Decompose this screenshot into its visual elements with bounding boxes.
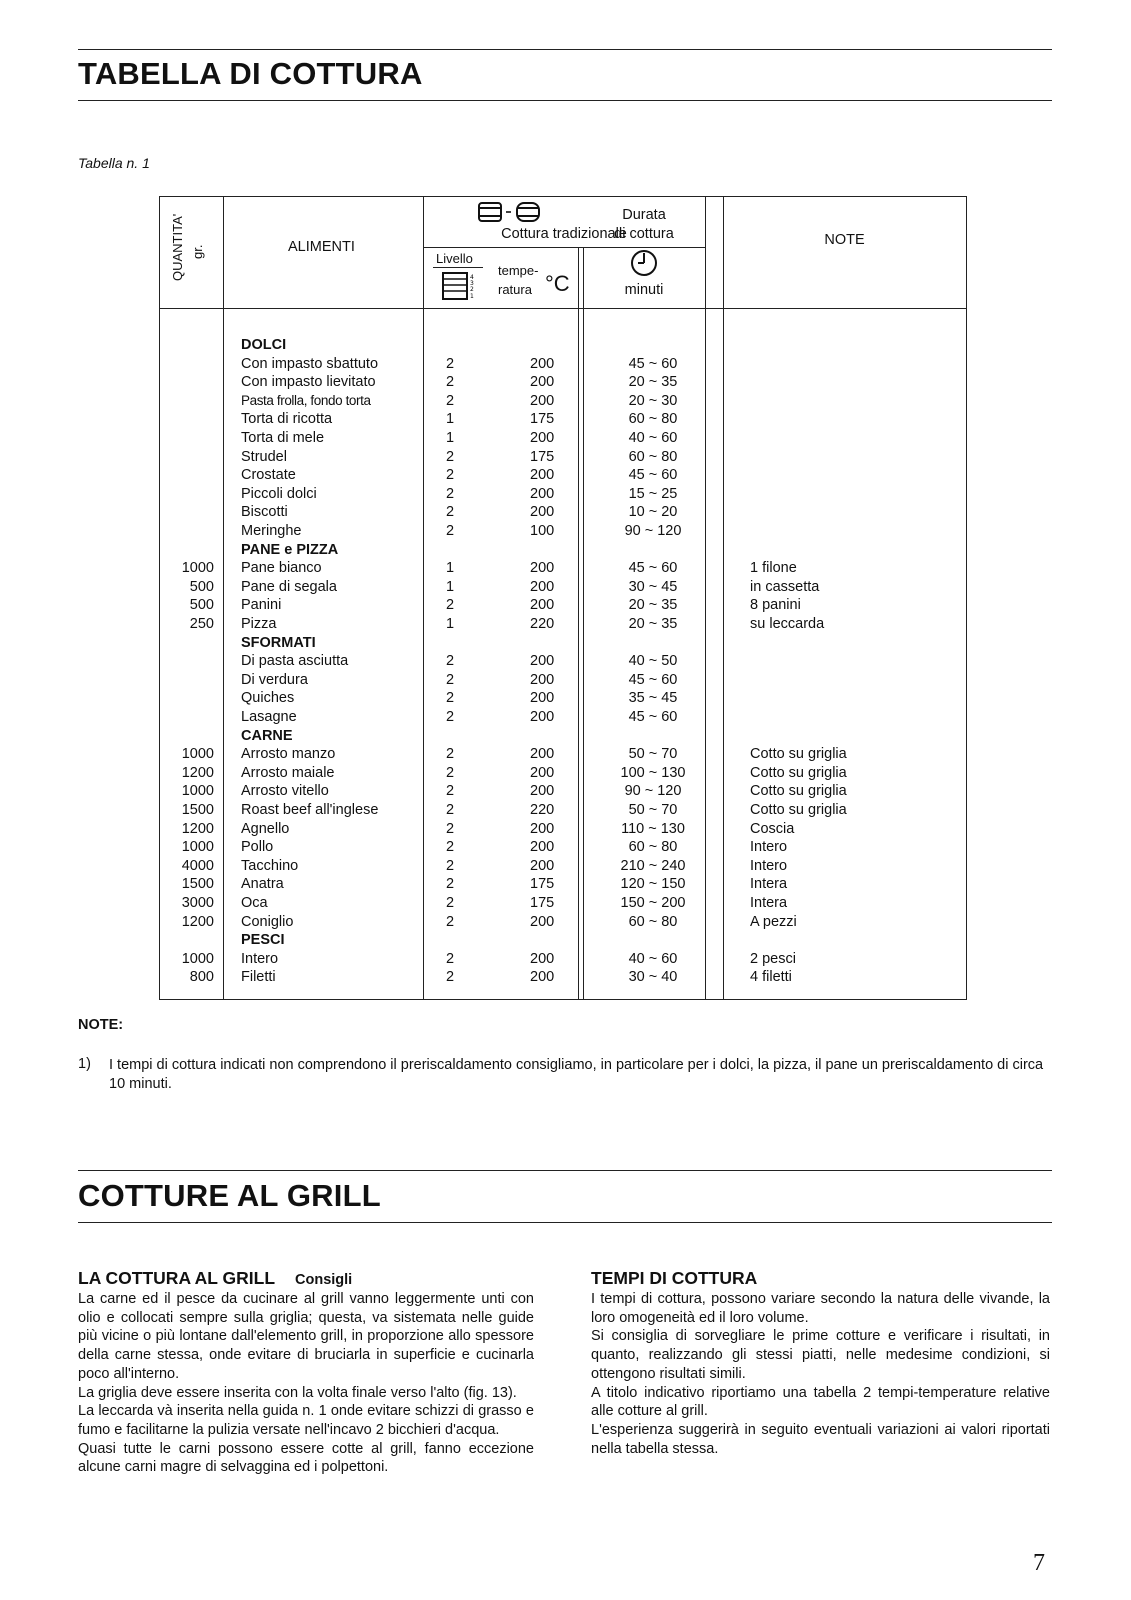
quantity-cell: 500 bbox=[189, 578, 214, 595]
note-cell: Intero bbox=[750, 839, 788, 856]
table-row bbox=[160, 466, 966, 485]
quantity-cell: 1000 bbox=[181, 783, 214, 800]
quantity-cell: 3000 bbox=[181, 895, 214, 911]
temperature-cell: 200 bbox=[530, 578, 555, 595]
quantity-cell: 1000 bbox=[181, 950, 214, 967]
table-row bbox=[160, 968, 966, 987]
level-cell: 2 bbox=[446, 802, 455, 818]
duration-cell: 20 ~ 30 bbox=[628, 392, 678, 409]
duration-cell: 45 ~ 60 bbox=[628, 671, 678, 688]
page-number: 7 bbox=[1033, 1550, 1045, 1576]
table-row bbox=[160, 838, 966, 857]
table-category-row bbox=[160, 727, 966, 746]
level-cell: 2 bbox=[446, 746, 455, 763]
svg-text:3: 3 bbox=[470, 280, 474, 287]
level-cell: 2 bbox=[446, 355, 455, 372]
grill-subheading: Consigli bbox=[295, 1272, 353, 1288]
duration-cell: 50 ~ 70 bbox=[628, 746, 678, 763]
level-cell: 2 bbox=[446, 895, 455, 911]
temperature-cell: 200 bbox=[530, 560, 555, 577]
header-temp-line2: ratura bbox=[498, 282, 532, 297]
quantity-cell: 1200 bbox=[181, 913, 214, 930]
level-cell: 2 bbox=[446, 671, 455, 688]
duration-cell: 60 ~ 80 bbox=[628, 411, 678, 428]
level-cell: 2 bbox=[446, 690, 455, 707]
level-cell: 2 bbox=[446, 913, 455, 930]
duration-cell: 60 ~ 80 bbox=[628, 448, 678, 465]
duration-cell: 60 ~ 80 bbox=[628, 913, 678, 930]
duration-cell: 40 ~ 50 bbox=[628, 653, 678, 670]
note-cell: 2 pesci bbox=[750, 950, 796, 967]
table-row bbox=[160, 950, 966, 969]
duration-cell: 10 ~ 20 bbox=[628, 504, 678, 521]
temperature-cell: 100 bbox=[530, 523, 555, 539]
table-row bbox=[160, 875, 966, 894]
food-cell: Tacchino bbox=[241, 857, 299, 874]
table-row bbox=[160, 801, 966, 820]
food-cell: Lasagne bbox=[241, 709, 297, 725]
quantity-cell: 1000 bbox=[181, 746, 214, 763]
food-cell: Pasta frolla, fondo torta bbox=[241, 392, 371, 408]
table-category-row bbox=[160, 931, 966, 950]
section-title-grill: COTTURE AL GRILL bbox=[78, 1178, 381, 1213]
food-cell: Pizza bbox=[241, 616, 277, 632]
level-cell: 1 bbox=[446, 430, 455, 446]
note-cell: Cotto su griglia bbox=[750, 746, 847, 763]
note-cell: 1 filone bbox=[750, 560, 797, 577]
note-text: I tempi di cottura indicati non comprendono il preriscaldamento consigliamo, in particolare per i dolci, la pizza, il pane un preriscaldamento di circa 10 minuti. bbox=[109, 1057, 1044, 1092]
food-cell: Di verdura bbox=[241, 671, 308, 688]
temperature-cell: 200 bbox=[530, 597, 555, 614]
temperature-cell: 200 bbox=[530, 430, 555, 446]
temperature-cell: 175 bbox=[530, 876, 555, 893]
duration-cell: 35 ~ 45 bbox=[628, 690, 678, 707]
duration-cell: 210 ~ 240 bbox=[620, 857, 686, 874]
duration-cell: 60 ~ 80 bbox=[628, 839, 678, 856]
level-cell: 1 bbox=[446, 578, 455, 595]
table-row bbox=[160, 429, 966, 448]
note-cell: 4 filetti bbox=[750, 969, 792, 986]
table-row bbox=[160, 782, 966, 801]
header-unit: gr. bbox=[190, 244, 205, 259]
table-row bbox=[160, 578, 966, 597]
note-cell: su leccarda bbox=[750, 616, 825, 632]
level-cell: 2 bbox=[446, 969, 455, 986]
note-cell: A pezzi bbox=[750, 913, 797, 930]
note-cell: Intera bbox=[750, 876, 788, 893]
grill-heading-text: LA COTTURA AL GRILL bbox=[78, 1268, 276, 1288]
oven-mode-icon bbox=[477, 201, 543, 223]
note-cell: Cotto su griglia bbox=[750, 802, 847, 818]
level-cell: 2 bbox=[446, 783, 455, 800]
level-cell: 2 bbox=[446, 504, 455, 521]
temperature-cell: 200 bbox=[530, 820, 555, 837]
temperature-cell: 175 bbox=[530, 895, 555, 911]
note-cell: Cotto su griglia bbox=[750, 764, 847, 781]
quantity-cell: 500 bbox=[189, 597, 214, 614]
note-cell: in cassetta bbox=[750, 578, 820, 595]
temperature-cell: 200 bbox=[530, 969, 555, 986]
duration-cell: 20 ~ 35 bbox=[628, 597, 678, 614]
temperature-cell: 200 bbox=[530, 746, 555, 763]
food-cell: Con impasto sbattuto bbox=[241, 355, 379, 372]
title-underline bbox=[78, 100, 1052, 101]
food-cell: Strudel bbox=[241, 448, 287, 465]
table-row bbox=[160, 522, 966, 541]
level-cell: 2 bbox=[446, 448, 455, 465]
paragraph: Quasi tutte le carni possono essere cotte al grill, fanno eccezione alcune carni magre di selvaggina ed i polpettoni. bbox=[78, 1440, 534, 1476]
temperature-cell: 200 bbox=[530, 485, 555, 502]
level-cell: 2 bbox=[446, 709, 455, 725]
food-cell: Pane di segala bbox=[241, 578, 337, 595]
shelf-levels-icon bbox=[442, 271, 478, 301]
paragraph: La griglia deve essere inserita con la volta finale verso l'alto (fig. 13). bbox=[78, 1384, 517, 1401]
table-row bbox=[160, 392, 966, 411]
table-row bbox=[160, 708, 966, 727]
duration-cell: 45 ~ 60 bbox=[628, 560, 678, 577]
level-cell: 2 bbox=[446, 653, 455, 670]
paragraph: A titolo indicativo riportiamo una tabella 2 tempi-temperature relative alle cotture al grill. bbox=[591, 1384, 1050, 1420]
top-rule bbox=[78, 49, 1052, 50]
note-cell: Cotto su griglia bbox=[750, 783, 847, 800]
duration-cell: 110 ~ 130 bbox=[621, 820, 685, 837]
paragraph: I tempi di cottura, possono variare secondo la natura delle vivande, la loro omogeneità ed il loro volume. bbox=[591, 1291, 1050, 1326]
temperature-cell: 200 bbox=[530, 355, 555, 372]
duration-cell: 20 ~ 35 bbox=[628, 374, 678, 391]
food-cell: Roast beef all'inglese bbox=[241, 802, 379, 818]
section2-underline bbox=[78, 1222, 1052, 1223]
food-cell: Panini bbox=[241, 597, 282, 614]
food-cell: Pane bianco bbox=[241, 560, 322, 577]
table-row bbox=[160, 503, 966, 522]
header-food: ALIMENTI bbox=[288, 239, 355, 255]
header-temp-line1: tempe- bbox=[498, 263, 539, 278]
duration-cell: 50 ~ 70 bbox=[628, 802, 678, 818]
temperature-cell: 200 bbox=[530, 709, 555, 725]
duration-cell: 30 ~ 45 bbox=[628, 578, 678, 595]
note-cell: Intera bbox=[750, 895, 788, 911]
temperature-cell: 200 bbox=[530, 913, 555, 930]
food-cell: Arrosto maiale bbox=[241, 764, 335, 781]
table-row bbox=[160, 596, 966, 615]
food-cell: Intero bbox=[241, 950, 279, 967]
table-row bbox=[160, 671, 966, 690]
temperature-cell: 200 bbox=[530, 653, 555, 670]
food-cell: Arrosto manzo bbox=[241, 746, 336, 763]
food-cell: Filetti bbox=[241, 969, 276, 986]
category-label: SFORMATI bbox=[241, 634, 316, 651]
temperature-cell: 200 bbox=[530, 783, 555, 800]
level-cell: 1 bbox=[446, 616, 455, 632]
paragraph: L'esperienza suggerirà in seguito eventuali variazioni ai valori riportati nella tabella stessa. bbox=[591, 1421, 1050, 1457]
note-number: 1) bbox=[78, 1056, 91, 1072]
table-caption: Tabella n. 1 bbox=[78, 155, 150, 171]
paragraph: La carne ed il pesce da cucinare al grill vanno leggermente unti con olio e collocati sempre sulla griglia; questa, va sistemata nelle guide più vicine o più lontane dall'elemento grill, in proporzione allo spessore della carne stessa, onde evitare di bruciarla in superficie e cucinarla poco all'interno. bbox=[78, 1291, 534, 1382]
food-cell: Anatra bbox=[241, 876, 284, 893]
quantity-cell: 1200 bbox=[181, 764, 214, 781]
level-cell: 2 bbox=[446, 597, 455, 614]
temperature-cell: 175 bbox=[530, 448, 555, 465]
table-row bbox=[160, 689, 966, 708]
food-cell: Quiches bbox=[241, 690, 295, 707]
timer-icon bbox=[630, 249, 658, 277]
section-title-cooking-table: TABELLA DI COTTURA bbox=[78, 56, 423, 91]
svg-text:1: 1 bbox=[470, 293, 474, 300]
header-cooking-mode: Cottura tradizionale bbox=[501, 226, 627, 242]
duration-cell: 45 ~ 60 bbox=[628, 355, 678, 372]
duration-cell: 100 ~ 130 bbox=[620, 764, 686, 781]
notes-label: NOTE: bbox=[78, 1017, 124, 1033]
level-cell: 2 bbox=[446, 467, 455, 484]
food-cell: Pollo bbox=[241, 839, 274, 856]
temperature-cell: 200 bbox=[530, 857, 555, 874]
table-row bbox=[160, 559, 966, 578]
header-duration-line1: Durata bbox=[622, 207, 666, 223]
table-row bbox=[160, 820, 966, 839]
header-subrule bbox=[423, 247, 705, 248]
category-label: CARNE bbox=[241, 727, 293, 744]
level-cell: 2 bbox=[446, 374, 455, 391]
duration-cell: 40 ~ 60 bbox=[628, 430, 678, 446]
temperature-cell: 220 bbox=[530, 802, 555, 818]
cooking-times-text bbox=[591, 1290, 1050, 1458]
header-level: Livello bbox=[436, 251, 473, 266]
temperature-cell: 220 bbox=[530, 616, 555, 632]
table-row bbox=[160, 913, 966, 932]
level-cell: 1 bbox=[446, 560, 455, 577]
grill-advice-text bbox=[78, 1290, 534, 1477]
quantity-cell: 250 bbox=[189, 616, 214, 632]
header-duration-line2: di cottura bbox=[614, 226, 674, 242]
quantity-cell: 1500 bbox=[181, 802, 214, 818]
level-cell: 2 bbox=[446, 857, 455, 874]
food-cell: Con impasto lievitato bbox=[241, 374, 376, 391]
duration-cell: 30 ~ 40 bbox=[628, 969, 678, 986]
food-cell: Piccoli dolci bbox=[241, 485, 317, 502]
table-category-row bbox=[160, 336, 966, 355]
note-cell: 8 panini bbox=[750, 597, 801, 614]
level-cell: 2 bbox=[446, 485, 455, 502]
quantity-cell: 1200 bbox=[181, 820, 214, 837]
table-row bbox=[160, 745, 966, 764]
level-underline bbox=[433, 267, 483, 268]
table-row bbox=[160, 615, 966, 634]
food-cell: Oca bbox=[241, 895, 268, 911]
table-row bbox=[160, 764, 966, 783]
duration-cell: 150 ~ 200 bbox=[620, 895, 686, 911]
table-row bbox=[160, 448, 966, 467]
temperature-cell: 200 bbox=[530, 467, 555, 484]
temperature-cell: 200 bbox=[530, 764, 555, 781]
table-row bbox=[160, 373, 966, 392]
table-category-row bbox=[160, 541, 966, 560]
temperature-cell: 200 bbox=[530, 671, 555, 688]
temperature-cell: 200 bbox=[530, 392, 555, 409]
temperature-cell: 175 bbox=[530, 411, 555, 428]
table-category-row bbox=[160, 634, 966, 653]
food-cell: Di pasta asciutta bbox=[241, 653, 349, 670]
table-row bbox=[160, 652, 966, 671]
table-row bbox=[160, 355, 966, 374]
food-cell: Arrosto vitello bbox=[241, 783, 329, 800]
level-cell: 2 bbox=[446, 950, 455, 967]
food-cell: Agnello bbox=[241, 820, 290, 837]
paragraph: La leccarda và inserita nella guida n. 1 onde evitare schizzi di grasso e fumo e facilitarne la pulizia versate nell'incavo 2 bicchieri d'acqua. bbox=[78, 1403, 534, 1438]
level-cell: 2 bbox=[446, 839, 455, 856]
table-row bbox=[160, 894, 966, 913]
food-cell: Meringhe bbox=[241, 523, 302, 539]
quantity-cell: 1000 bbox=[181, 839, 214, 856]
header-bottom-rule bbox=[160, 308, 966, 309]
temperature-cell: 200 bbox=[530, 950, 555, 967]
level-cell: 2 bbox=[446, 523, 455, 539]
paragraph: Si consiglia di sorvegliare le prime cotture e verificare i risultati, in quanto, realizzando gli stessi piatti, nelle medesime condizioni, si ottengono risultati simili. bbox=[591, 1328, 1050, 1382]
duration-cell: 90 ~ 120 bbox=[624, 523, 682, 539]
duration-cell: 40 ~ 60 bbox=[628, 950, 678, 967]
header-quantity: QUANTITA' bbox=[170, 213, 185, 281]
header-duration-unit: minuti bbox=[624, 282, 664, 298]
temperature-cell: 200 bbox=[530, 839, 555, 856]
note-cell: Intero bbox=[750, 857, 788, 874]
duration-cell: 120 ~ 150 bbox=[620, 876, 686, 893]
svg-text:2: 2 bbox=[470, 286, 474, 293]
category-label: DOLCI bbox=[241, 337, 287, 353]
quantity-cell: 4000 bbox=[181, 857, 214, 874]
section2-top-rule bbox=[78, 1170, 1052, 1171]
duration-cell: 45 ~ 60 bbox=[628, 467, 678, 484]
level-cell: 2 bbox=[446, 820, 455, 837]
temperature-cell: 200 bbox=[530, 690, 555, 707]
cooking-times-heading: TEMPI DI COTTURA bbox=[591, 1268, 758, 1288]
level-cell: 2 bbox=[446, 764, 455, 781]
level-cell: 1 bbox=[446, 411, 455, 428]
temperature-cell: 200 bbox=[530, 374, 555, 391]
food-cell: Coniglio bbox=[241, 913, 294, 930]
category-label: PANE e PIZZA bbox=[241, 541, 339, 558]
level-cell: 2 bbox=[446, 876, 455, 893]
svg-text:4: 4 bbox=[470, 274, 474, 281]
food-cell: Biscotti bbox=[241, 504, 288, 521]
duration-cell: 45 ~ 60 bbox=[628, 709, 678, 725]
level-cell: 2 bbox=[446, 392, 455, 409]
table-row bbox=[160, 485, 966, 504]
food-cell: Crostate bbox=[241, 467, 296, 484]
header-temp-unit: °C bbox=[545, 271, 570, 296]
quantity-cell: 1500 bbox=[181, 876, 214, 893]
food-cell: Torta di ricotta bbox=[241, 411, 333, 428]
header-notes: NOTE bbox=[824, 232, 865, 248]
note-cell: Coscia bbox=[750, 820, 795, 837]
table-row bbox=[160, 410, 966, 429]
temperature-cell: 200 bbox=[530, 504, 555, 521]
table-row bbox=[160, 857, 966, 876]
grill-advice-heading bbox=[78, 1268, 352, 1289]
food-cell: Torta di mele bbox=[241, 430, 325, 446]
duration-cell: 90 ~ 120 bbox=[624, 783, 682, 800]
category-label: PESCI bbox=[241, 932, 285, 949]
quantity-cell: 1000 bbox=[181, 560, 214, 577]
quantity-cell: 800 bbox=[189, 969, 214, 986]
duration-cell: 15 ~ 25 bbox=[628, 485, 678, 502]
duration-cell: 20 ~ 35 bbox=[628, 616, 678, 632]
cooking-table bbox=[159, 196, 967, 1000]
